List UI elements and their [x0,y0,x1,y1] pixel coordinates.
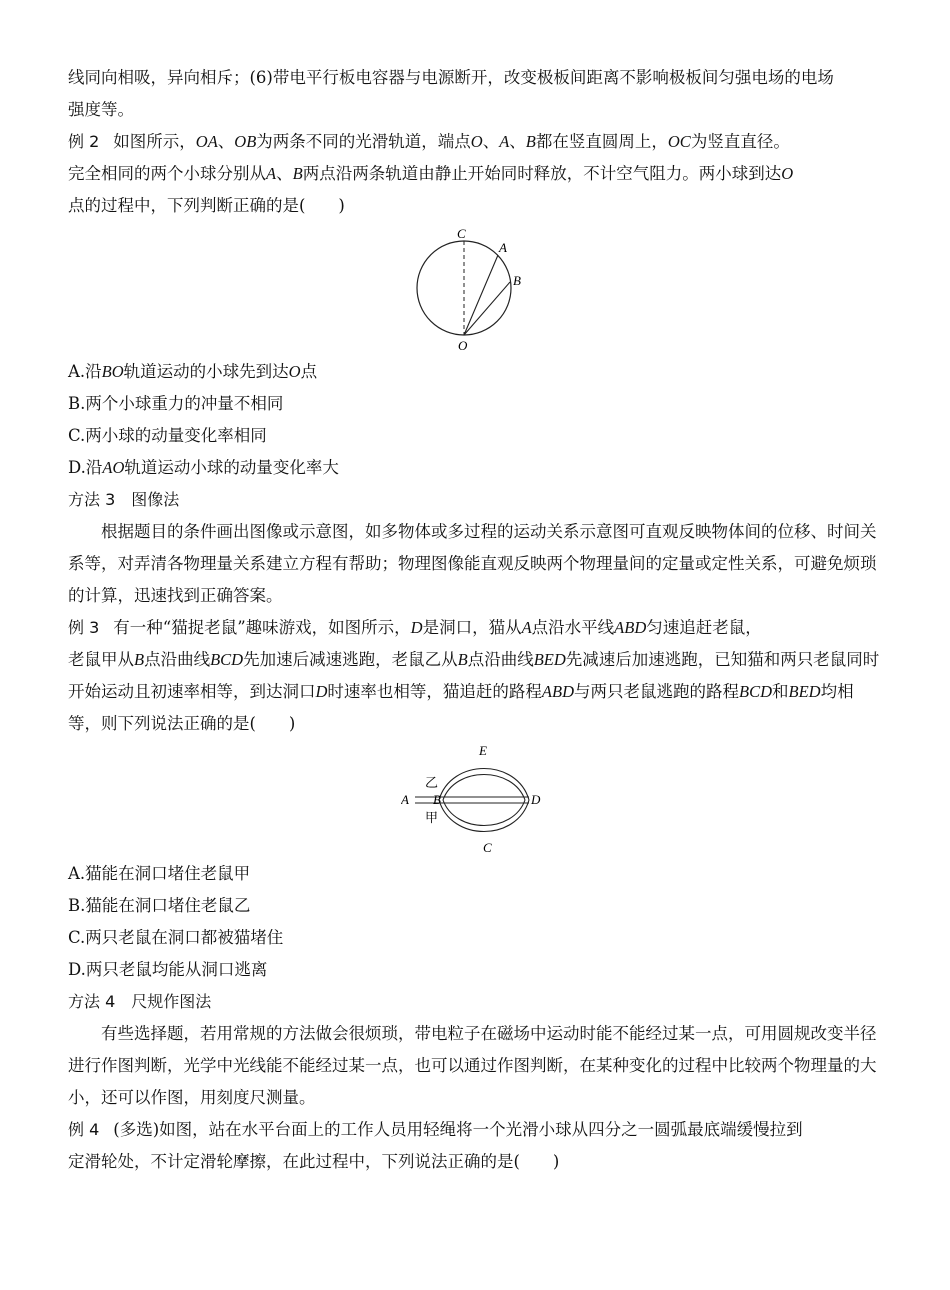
text: 时速率也相等，猫追赶的路程 [327,682,542,701]
path-bed-outer [439,769,529,801]
label-a: A [498,240,507,255]
var-bed: BED [788,682,821,701]
intro-line-1: 线同向相吸，异向相斥；(6)带电平行板电容器与电源断开，改变极板间距离不影响极板间匀强电场的电场 [68,68,834,87]
intro-line-2: 强度等。 [68,100,134,119]
label-c: C [456,226,466,241]
text: 如图所示， [113,132,196,151]
text: 与两只老鼠逃跑的路程 [574,682,739,701]
label-o: O [457,338,467,353]
var-abd: ABD [614,618,647,637]
var-o: O [470,132,483,151]
var-b: B [457,650,468,669]
var-ob: OB [234,132,257,151]
example-4-stem-line-1 [68,1114,883,1146]
example-2-stem-line-3: 点的过程中，下列判断正确的是( ) [68,196,345,215]
text: 、 [509,132,526,151]
text: 、 [482,132,500,151]
var-bed: BED [533,650,566,669]
text: 是洞口，猫从 [422,618,522,637]
method-3-body: 根据题目的条件画出图像或示意图，如多物体或多过程的运动关系示意图可直观反映物体间的位移、时间关系等，对弄清各物理量关系建立方程有帮助；物理图像能直观反映两个物理量间的定量或定性关系，可避免烦琐的计算，迅速找到正确答案。 [68,522,877,605]
label-jia: 甲 [424,811,438,826]
circle-track-figure [406,226,546,354]
label-b: B [512,273,521,288]
cat-mouse-figure [401,744,551,856]
label-e: E [478,744,487,758]
var-ao: AO [102,458,125,477]
text: 匀速追赶老鼠， [646,618,762,637]
example-2-option-b: B.两个小球重力的冲量不相同 [68,394,284,413]
example-3-stem [68,612,883,740]
text: 、 [217,132,235,151]
text: 两点沿两条轨道由静止开始同时释放，不计空气阻力。两小球到达 [302,164,782,183]
label-d: D [530,792,540,807]
var-o: O [781,164,794,183]
label-a: A [400,792,409,807]
text: 均相等，则下列说法正确的是( ) [68,682,854,733]
var-a: A [499,132,510,151]
var-d: D [315,682,328,701]
text: 老鼠甲从 [68,650,134,669]
label-yi: 乙 [424,776,438,791]
method-4-body: 有些选择题，若用常规的方法做会很烦琐，带电粒子在磁场中运动时能不能经过某一点，可用圆规改变半径进行作图判断，光学中光线能不能经过某一点，也可以通过作图判断，在某种变化的过程中比较两个物理量的大小，还可以作图，用刻度尺测量。 [68,1024,877,1107]
var-bcd: BCD [210,650,244,669]
label-c: C [482,840,492,855]
track-ob [464,282,510,335]
var-oa: OA [195,132,218,151]
text: (多选)如图，站在水平台面上的工作人员用轻绳将一个光滑小球从四分之一圆弧最底端缓慢拉到 [113,1120,803,1139]
text: 为两条不同的光滑轨道，端点 [256,132,471,151]
example-3-label: 例 3 [68,618,100,637]
example-2-stem-line-1 [68,126,883,158]
document-page [68,62,883,1178]
text: 为竖直直径。 [690,132,790,151]
text: 都在竖直圆周上， [535,132,668,151]
text: 有一种“猫捉老鼠”趣味游戏，如图所示， [113,618,411,637]
var-a: A [521,618,532,637]
text: 点沿水平线 [531,618,615,637]
example-2-option-c: C.两小球的动量变化率相同 [68,426,267,445]
example-2-stem-line-2 [68,158,883,190]
var-b: B [292,164,303,183]
example-3-option-c: C.两只老鼠在洞口都被猫堵住 [68,928,284,947]
text: 和 [772,682,789,701]
text: 点 [300,362,318,381]
example-2-option-a [68,356,883,388]
example-3-option-a: A.猫能在洞口堵住老鼠甲 [68,864,251,883]
example-4-stem-line-2: 定滑轮处，不计定滑轮摩擦，在此过程中，下列说法正确的是( ) [68,1152,560,1171]
text: 完全相同的两个小球分别从 [68,164,266,183]
example-2-option-d [68,452,883,484]
var-abd: ABD [541,682,574,701]
method-4-heading: 方法 4 尺规作图法 [68,992,212,1011]
text: 、 [276,164,293,183]
var-a: A [266,164,277,183]
text: A.沿 [68,362,102,381]
method-3-heading: 方法 3 图像法 [68,490,180,509]
text: 先加速后减速逃跑，老鼠乙从 [243,650,458,669]
example-4-label: 例 4 [68,1120,100,1139]
text: 轨道运动的小球先到达 [123,362,289,381]
var-b: B [134,650,145,669]
var-o: O [288,362,301,381]
var-bcd: BCD [739,682,772,701]
path-bcd-outer [439,800,529,832]
path-bed-inner [443,775,525,801]
label-b: B [432,792,441,807]
example-2-label: 例 2 [68,132,100,151]
track-oa [464,255,498,335]
text: D.沿 [68,458,103,477]
var-b: B [525,132,536,151]
text: 轨道运动小球的动量变化率大 [124,458,339,477]
text: 点沿曲线 [467,650,534,669]
example-3-option-d: D.两只老鼠均能从洞口逃离 [68,960,268,979]
var-d: D [410,618,423,637]
var-bo: BO [101,362,124,381]
example-3-option-b: B.猫能在洞口堵住老鼠乙 [68,896,251,915]
path-bcd-inner [443,800,525,826]
text: 点沿曲线 [144,650,211,669]
text: 先减速后加速逃跑，已知猫和两只老鼠同时开始运动且初速率相等，到达洞口 [68,650,880,701]
var-oc: OC [667,132,691,151]
